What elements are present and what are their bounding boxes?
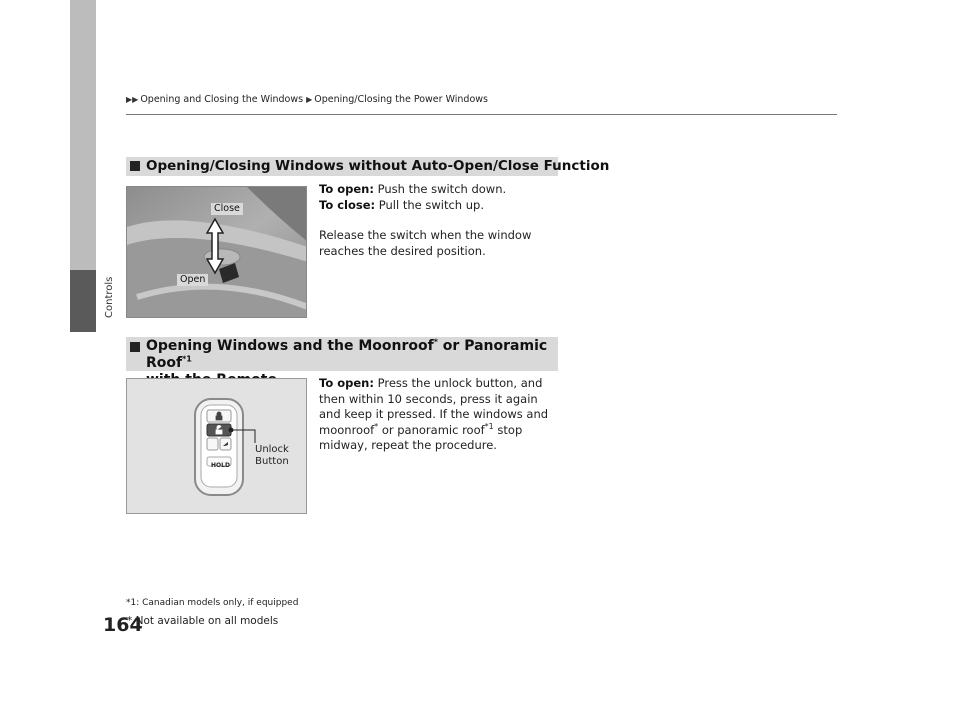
section-square-icon (130, 161, 140, 171)
window-switch-figure (126, 186, 307, 318)
section-heading-without-auto (126, 157, 610, 176)
breadcrumb (126, 94, 488, 105)
unlock-callout (255, 444, 289, 468)
section2-body (319, 376, 559, 454)
footnote: *1: Canadian models only, if equipped (126, 598, 299, 608)
heading-2-sup: *1 (182, 354, 192, 364)
sidebar-tab (70, 0, 96, 270)
close-callout: Close (211, 203, 243, 215)
release-text: Release the switch when the window reaches the desired position. (319, 228, 532, 258)
remote-figure (126, 378, 307, 514)
section-heading-remote (126, 337, 558, 371)
page-number: 164 (103, 614, 143, 636)
breadcrumb-part-2: Opening/Closing the Power Windows (314, 94, 488, 105)
section-heading-text: Opening/Closing Windows without Auto-Open/Close Function (146, 158, 610, 174)
to-close-text: Pull the switch up. (375, 197, 484, 212)
to-open-text-2b: or panoramic roof (378, 422, 485, 437)
section1-body (319, 182, 559, 259)
sidebar-tab-active (70, 270, 96, 332)
breadcrumb-arrow-icon: ▶ (306, 95, 313, 104)
unlock-callout-line-1: Unlock (255, 444, 289, 455)
to-open-label: To open: (319, 182, 374, 196)
breadcrumb-arrow-icon: ▶▶ (126, 95, 139, 104)
to-open-text-2a: Press the unlock button, and then within 10 seconds, press it again and keep it pressed. If the windows and moonroof (319, 376, 549, 437)
hold-label: HOLD (211, 462, 230, 469)
header-rule (126, 114, 837, 115)
heading-2-star: * (433, 337, 438, 347)
to-open-text-2c: stop midway, repeat the procedure. (319, 422, 523, 452)
moonroof-star: * (374, 421, 379, 431)
section-square-icon (130, 342, 140, 352)
panoramic-sup: *1 (484, 421, 494, 431)
not-available-note: * Not available on all models (127, 615, 279, 627)
sidebar-section-label: Controls (104, 276, 115, 318)
heading-2-part-a: Opening Windows and the Moonroof (146, 338, 434, 354)
heading-2-part-b: or Panoramic Roof (146, 338, 548, 371)
to-open-label-2: To open: (319, 376, 374, 390)
open-callout: Open (177, 274, 208, 286)
to-close-label: To close: (319, 197, 376, 212)
unlock-callout-line-2: Button (255, 456, 289, 467)
to-open-text: Push the switch down. (373, 182, 507, 196)
breadcrumb-part-1: Opening and Closing the Windows (140, 94, 304, 105)
